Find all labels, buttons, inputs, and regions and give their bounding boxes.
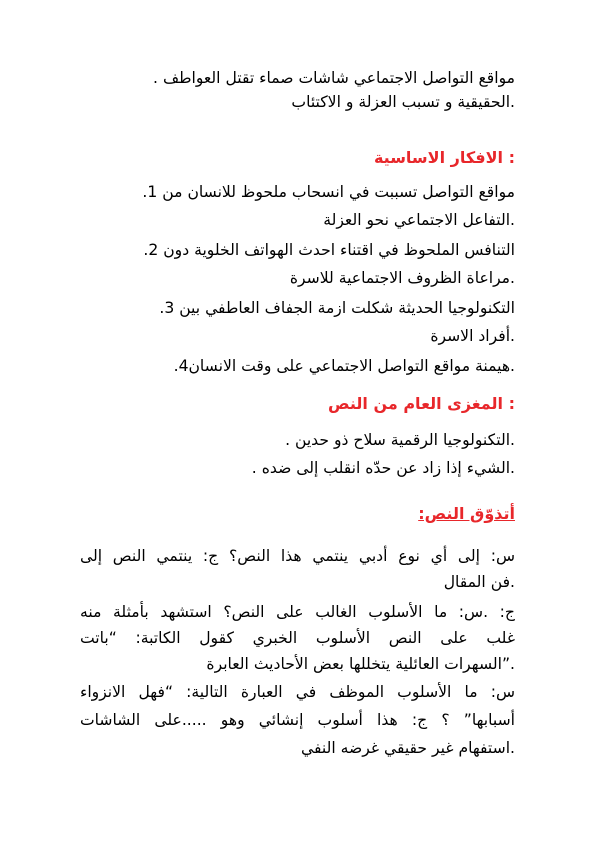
intro-line: .الحقيقية و تسبب العزلة و الاكتئاب xyxy=(291,93,515,111)
qa-line: .فن المقال xyxy=(443,573,515,591)
main-idea-line: .مراعاة الظروف الاجتماعية للاسرة xyxy=(289,269,515,287)
main-idea-line: التنافس الملحوظ في اقتناء احدث الهواتف الخلوية دون 2. xyxy=(143,241,515,259)
qa-line: .استفهام غير حقيقي غرضه النفي xyxy=(301,739,515,757)
main-ideas-section xyxy=(80,146,515,170)
main-idea-line: .هيمنة مواقع التواصل الاجتماعي على وقت الانسان4. xyxy=(173,357,515,375)
qa-line: س: إلى أي نوع أدبي ينتمي هذا النص؟ ج: ينتمي النص إلى xyxy=(80,547,515,565)
qa-line: س: ما الأسلوب الموظف في العبارة التالية: “فهل الانزواء xyxy=(80,683,515,701)
main-ideas-list xyxy=(80,180,515,378)
intro-paragraph xyxy=(80,66,515,114)
intro-line: مواقع التواصل الاجتماعي شاشات صماء تقتل العواطف . xyxy=(153,69,515,87)
main-idea-line: مواقع التواصل تسببت في انسحاب ملحوظ للانسان من 1. xyxy=(142,183,515,201)
qa-line: أسبابها” ؟ ج: هذا أسلوب إنشائي وهو .....على الشاشات xyxy=(80,711,515,729)
main-idea-line: .التفاعل الاجتماعي نحو العزلة xyxy=(323,211,515,229)
general-meaning-list xyxy=(80,428,515,480)
qa-line: .”السهرات العائلية يتخللها بعض الأحاديث العابرة xyxy=(206,655,515,673)
main-idea-line: .أفراد الاسرة xyxy=(430,327,515,345)
general-meaning-section xyxy=(80,392,515,416)
qa-line: غلب على النص الأسلوب الخبري كقول الكاتبة: “باتت xyxy=(80,629,515,647)
general-meaning-heading: : المغزى العام من النص xyxy=(328,394,515,413)
main-idea-line: التكنولوجيا الحديثة شكلت ازمة الجفاف العاطفي بين 3. xyxy=(159,299,515,317)
appreciation-qa xyxy=(80,544,515,760)
general-meaning-line: .الشيء إذا زاد عن حدّه انقلب إلى ضده . xyxy=(251,459,515,477)
qa-line: ج: .س: ما الأسلوب الغالب على النص؟ استشهد بأمثلة منه xyxy=(80,603,515,621)
main-ideas-heading: : الافكار الاساسية xyxy=(373,148,515,167)
general-meaning-line: .التكنولوجيا الرقمية سلاح ذو حدين . xyxy=(285,431,515,449)
appreciation-section xyxy=(80,502,515,526)
appreciation-heading: أتذوّق النص: xyxy=(418,504,515,523)
